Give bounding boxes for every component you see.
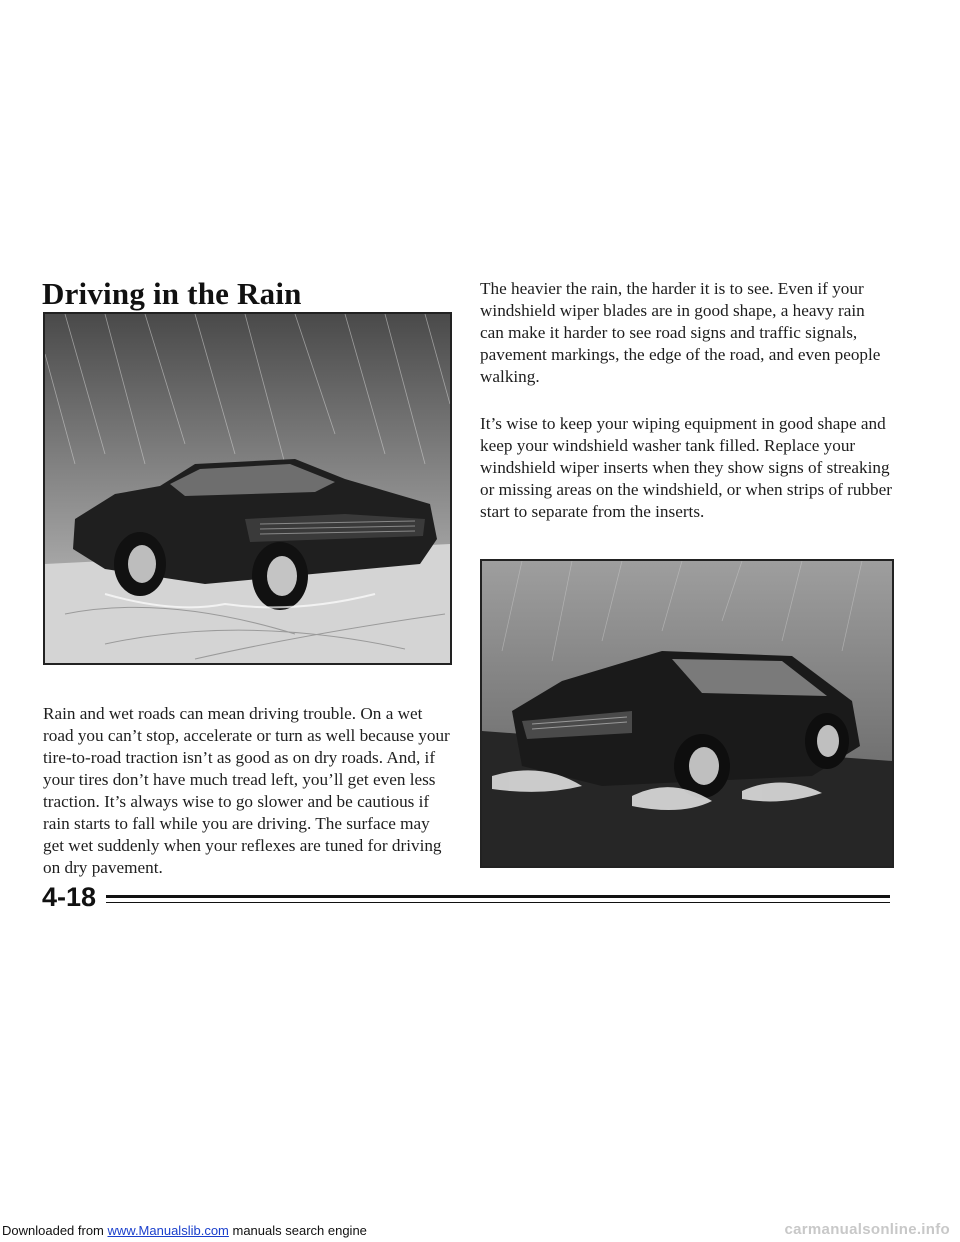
manualslib-link[interactable]: www.Manualslib.com — [107, 1223, 229, 1238]
footer-suffix: manuals search engine — [228, 1223, 367, 1238]
footer-rule-thin — [106, 902, 890, 903]
car-on-wet-road-illustration — [480, 559, 894, 868]
download-footer — [2, 1223, 367, 1238]
footer-prefix: Downloaded from — [2, 1223, 108, 1238]
visibility-paragraph: The heavier the rain, the harder it is to see. Even if your windshield wiper blades are in good shape, a heavy rain can make it harder to see road signs and traffic signals, pavement markings, the edge of the road, and even people walking. — [480, 279, 881, 386]
car-in-rain-illustration — [43, 312, 452, 665]
page-title: Driving in the Rain — [42, 276, 302, 311]
rain-traction-paragraph: Rain and wet roads can mean driving trouble. On a wet road you can’t stop, accelerate or turn as well because your tire-to-road traction isn’t as good as on dry roads. And, if your tires don’t have much tread left, you’ll get even less traction. It’s always wise to go slower and be cautious if rain starts to fall while you are driving. The surface may get wet suddenly when your reflexes are tuned for driving on dry pavement. — [43, 704, 450, 877]
wiper-maintenance-paragraph: It’s wise to keep your wiping equipment in good shape and keep your windshield washer tank filled. Replace your windshield wiper inserts when they show signs of streaking or missing areas on the windshield, or when strips of rubber start to separate from the inserts. — [480, 414, 892, 521]
page-number: 4-18 — [42, 882, 97, 912]
footer-rule — [106, 895, 890, 898]
watermark: carmanualsonline.info — [784, 1221, 950, 1238]
